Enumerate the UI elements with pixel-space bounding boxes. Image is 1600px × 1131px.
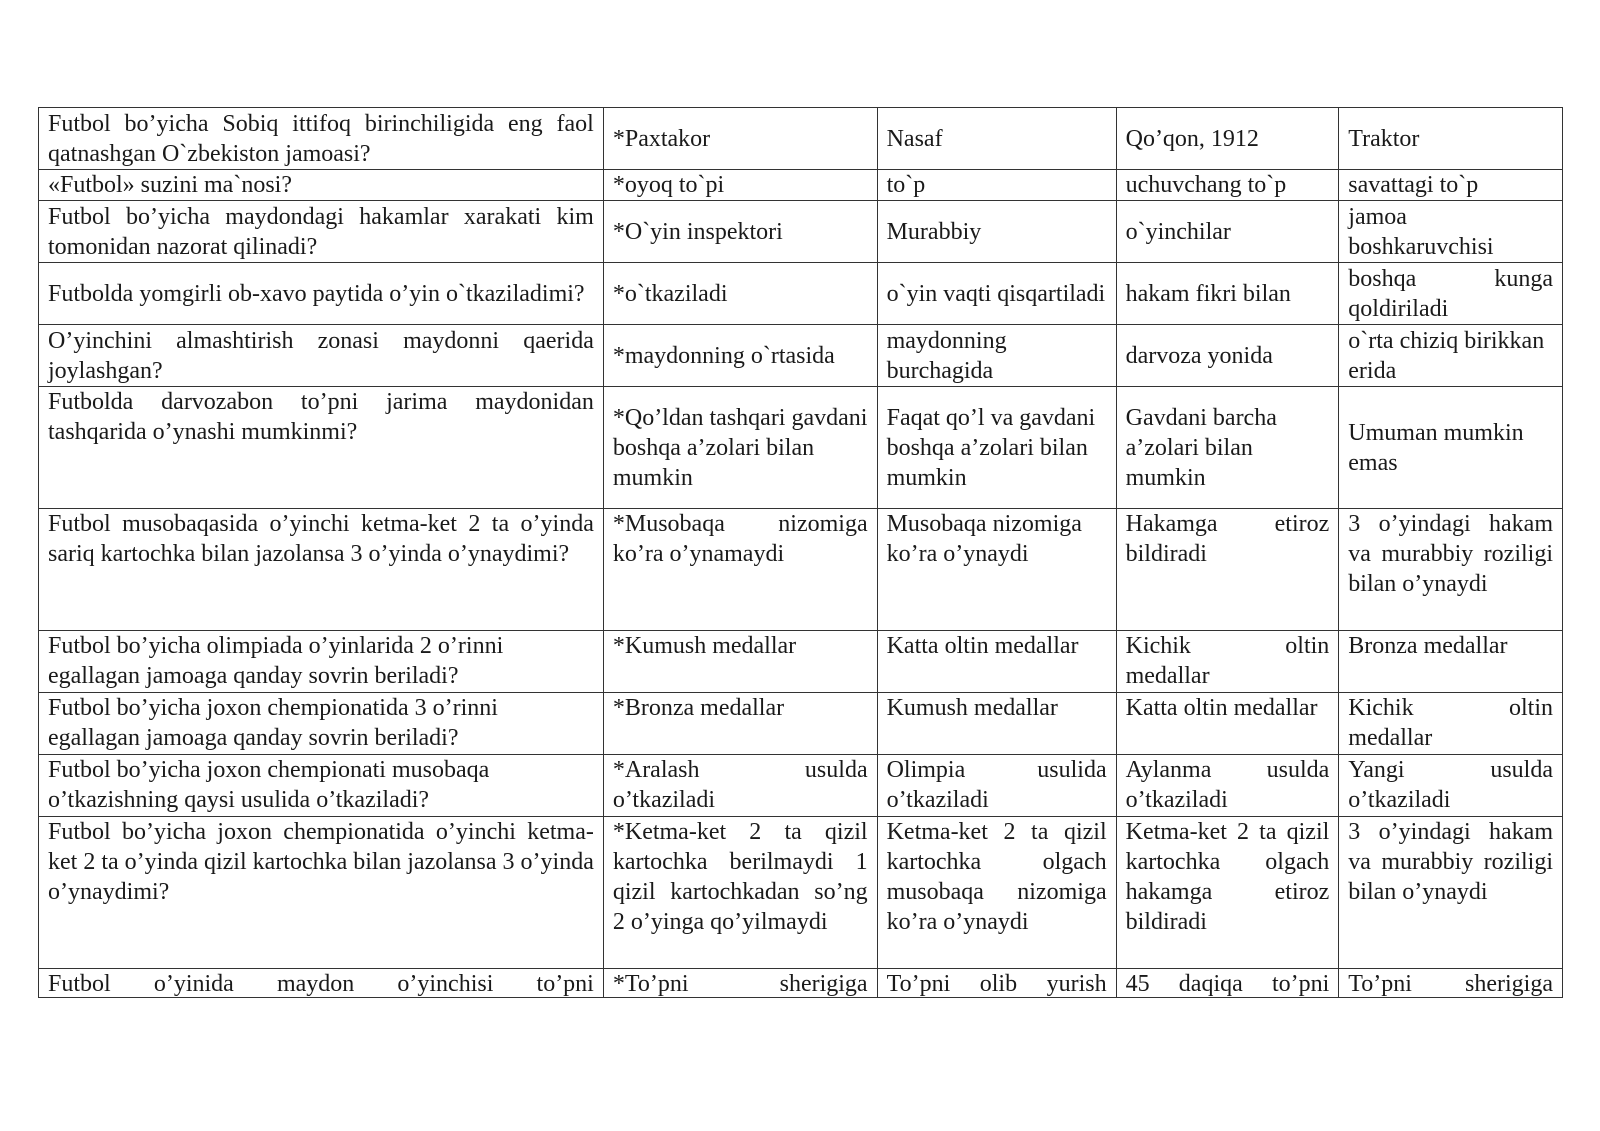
question-cell: Futbol musobaqasida o’yinchi ketma-ket 2 ta o’yinda sariq kartochka bilan jazolansa 3 o’yinda o’ynaydimi?: [39, 509, 604, 631]
table-row: [39, 509, 1563, 631]
answer-cell: Gavdani barcha a’zolari bilan mumkin: [1116, 387, 1339, 509]
answer-cell: Olimpia usulida o’tkaziladi: [877, 755, 1116, 817]
answer-cell: maydonning burchagida: [877, 325, 1116, 387]
answer-cell: Yangi usulda o’tkaziladi: [1339, 755, 1563, 817]
answer-cell: savattagi to`p: [1339, 170, 1563, 201]
question-cell: [39, 969, 604, 998]
table-row: [39, 755, 1563, 817]
table-row: [39, 263, 1563, 325]
answer-cell: o`yin vaqti qisqartiladi: [877, 263, 1116, 325]
question-text: Futbol o’yinida maydon o’yinchisi to’pni: [48, 971, 594, 997]
answer-cell-correct: *Qo’ldan tashqari gavdani boshqa a’zolari bilan mumkin: [603, 387, 877, 509]
table-row: [39, 969, 1563, 998]
answer-cell: Musobaqa nizomiga ko’ra o’ynaydi: [877, 509, 1116, 631]
answer-cell: to`p: [877, 170, 1116, 201]
answer-cell: Qo’qon, 1912: [1116, 108, 1339, 170]
answer-cell-correct: *Musobaqa nizomiga ko’ra o’ynamaydi: [603, 509, 877, 631]
answer-text: 45 daqiqa to’pni: [1125, 971, 1330, 997]
question-cell: «Futbol» suzini ma`nosi?: [39, 170, 604, 201]
table-row: [39, 817, 1563, 969]
answer-cell: Ketma-ket 2 ta qizil kartochka olgach hakamga etiroz bildiradi: [1116, 817, 1339, 969]
question-cell: Futbol bo’yicha olimpiada o’yinlarida 2 o’rinni egallagan jamoaga qanday sovrin beriladi?: [39, 631, 604, 693]
answer-cell-correct: *o`tkaziladi: [603, 263, 877, 325]
quiz-table: [38, 107, 1563, 998]
table-row: [39, 108, 1563, 170]
answer-cell: Umuman mumkin emas: [1339, 387, 1563, 509]
answer-cell: Bronza medallar: [1339, 631, 1563, 693]
answer-cell: hakam fikri bilan: [1116, 263, 1339, 325]
question-cell: Futbol bo’yicha maydondagi hakamlar xarakati kim tomonidan nazorat qilinadi?: [39, 201, 604, 263]
answer-cell: [1116, 969, 1339, 998]
answer-cell: [1339, 969, 1563, 998]
answer-cell: 3 o’yindagi hakam va murabbiy roziligi bilan o’ynaydi: [1339, 817, 1563, 969]
answer-cell: jamoa boshkaruvchisi: [1339, 201, 1563, 263]
question-cell: Futbol bo’yicha joxon chempionati musobaqa o’tkazishning qaysi usulida o’tkaziladi?: [39, 755, 604, 817]
answer-cell: Ketma-ket 2 ta qizil kartochka olgach musobaqa nizomiga ko’ra o’ynaydi: [877, 817, 1116, 969]
answer-cell-correct: *Bronza medallar: [603, 693, 877, 755]
question-cell: Futbol bo’yicha joxon chempionatida o’yinchi ketma-ket 2 ta o’yinda qizil kartochka bilan jazolansa 3 o’yinda o’ynaydimi?: [39, 817, 604, 969]
answer-cell: Katta oltin medallar: [877, 631, 1116, 693]
table-row: [39, 693, 1563, 755]
answer-cell: o`yinchilar: [1116, 201, 1339, 263]
answer-cell: Hakamga etiroz bildiradi: [1116, 509, 1339, 631]
answer-cell-correct: *Aralash usulda o’tkaziladi: [603, 755, 877, 817]
table-row: [39, 201, 1563, 263]
answer-cell: Faqat qo’l va gavdani boshqa a’zolari bilan mumkin: [877, 387, 1116, 509]
question-cell: O’yinchini almashtirish zonasi maydonni qaerida joylashgan?: [39, 325, 604, 387]
answer-cell: Kichik oltin medallar: [1116, 631, 1339, 693]
answer-cell-correct: *O`yin inspektori: [603, 201, 877, 263]
answer-cell: o`rta chiziq birikkan erida: [1339, 325, 1563, 387]
question-cell: Futbol bo’yicha joxon chempionatida 3 o’rinni egallagan jamoaga qanday sovrin beriladi?: [39, 693, 604, 755]
answer-cell: Kichik oltin medallar: [1339, 693, 1563, 755]
question-cell: Futbolda yomgirli ob-xavo paytida o’yin o`tkaziladimi?: [39, 263, 604, 325]
table-row: [39, 631, 1563, 693]
answer-cell: darvoza yonida: [1116, 325, 1339, 387]
answer-cell-correct: *maydonning o`rtasida: [603, 325, 877, 387]
answer-cell: Kumush medallar: [877, 693, 1116, 755]
answer-cell: [877, 969, 1116, 998]
answer-cell: uchuvchang to`p: [1116, 170, 1339, 201]
table-row: [39, 387, 1563, 509]
answer-text: To’pni sherigiga: [1348, 971, 1553, 997]
answer-cell-correct: *oyoq to`pi: [603, 170, 877, 201]
answer-cell: Traktor: [1339, 108, 1563, 170]
answer-cell-correct: *Paxtakor: [603, 108, 877, 170]
answer-text: To’pni olib yurish: [886, 971, 1107, 997]
answer-cell: Katta oltin medallar: [1116, 693, 1339, 755]
answer-cell-correct: *Ketma-ket 2 ta qizil kartochka berilmaydi 1 qizil kartochkadan so’ng 2 o’yinga qo’yilmaydi: [603, 817, 877, 969]
question-cell: Futbolda darvozabon to’pni jarima maydonidan tashqarida o’ynashi mumkinmi?: [39, 387, 604, 509]
answer-cell: Aylanma usulda o’tkaziladi: [1116, 755, 1339, 817]
answer-cell: boshqa kunga qoldiriladi: [1339, 263, 1563, 325]
table-row: [39, 170, 1563, 201]
question-cell: Futbol bo’yicha Sobiq ittifoq birinchiligida eng faol qatnashgan O`zbekiston jamoasi?: [39, 108, 604, 170]
answer-cell: 3 o’yindagi hakam va murabbiy roziligi bilan o’ynaydi: [1339, 509, 1563, 631]
answer-cell: Murabbiy: [877, 201, 1116, 263]
answer-cell-correct: *Kumush medallar: [603, 631, 877, 693]
answer-cell: Nasaf: [877, 108, 1116, 170]
answer-cell-correct: [603, 969, 877, 998]
answer-text: *To’pni sherigiga: [612, 971, 868, 997]
table-row: [39, 325, 1563, 387]
